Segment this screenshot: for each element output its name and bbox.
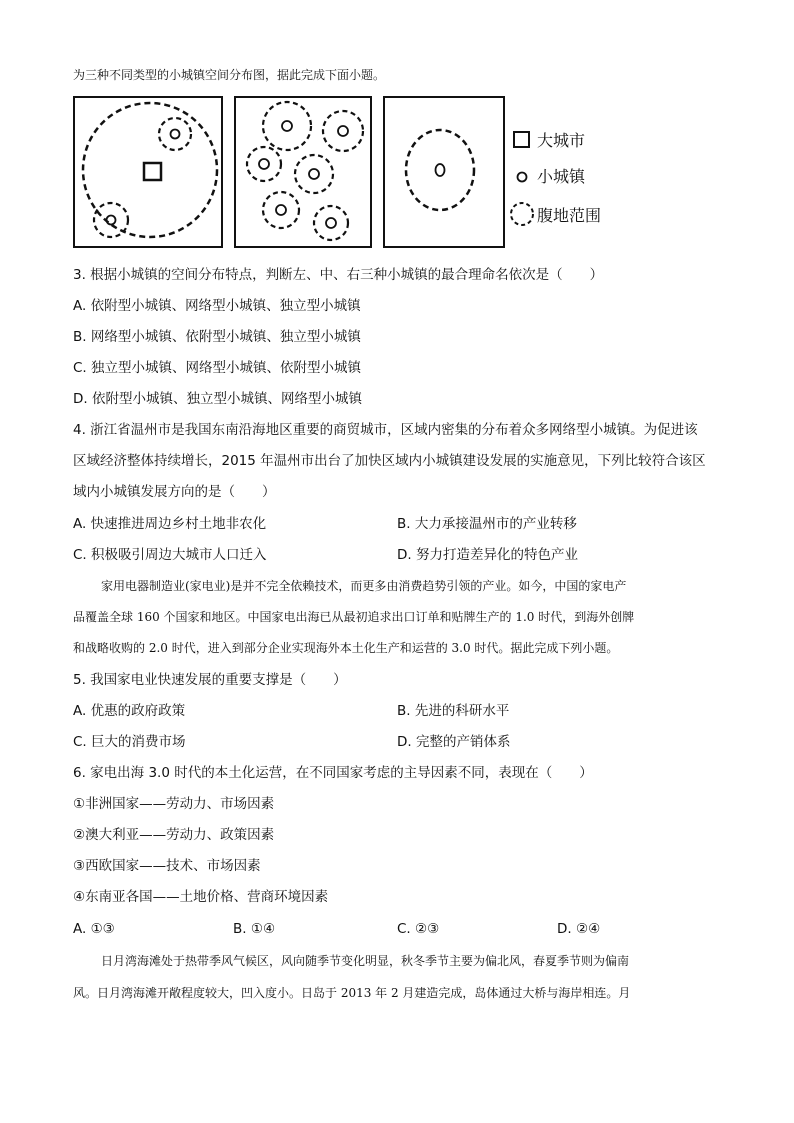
passage2-line3: 和战略收购的 2.0 时代，进入到部分企业实现海外本土化生产和运营的 3.0 时代。据此完成下列小题。	[73, 641, 619, 655]
intro-text: 为三种不同类型的小城镇空间分布图，据此完成下面小题。	[73, 68, 386, 82]
q5-option-c: C. 巨大的消费市场	[73, 734, 186, 750]
passage2-line1: 家用电器制造业(家电业)是并不完全依赖技术，而更多由消费趋势引领的产业。如今，中国的家电产	[101, 579, 627, 593]
q4-option-d: D. 努力打造差异化的特色产业	[397, 547, 578, 563]
q6-option-d: D. ②④	[557, 921, 601, 937]
big-city-symbol	[144, 163, 161, 180]
q3-option-b: B. 网络型小城镇、依附型小城镇、独立型小城镇	[73, 329, 361, 345]
legend-big-city-symbol	[514, 132, 529, 147]
legend-hinterland-label: 腹地范围	[537, 206, 602, 225]
legend-small-town-symbol	[518, 173, 527, 182]
q6-stem: 6. 家电出海 3.0 时代的本土化运营，在不同国家考虑的主导因素不同，表现在（ ）	[73, 765, 593, 781]
q5-option-d: D. 完整的产销体系	[397, 734, 511, 750]
q5-option-b: B. 先进的科研水平	[397, 703, 510, 719]
passage3-line2: 风。日月湾海滩开敞程度较大，凹入度小。日岛于 2013 年 2 月建造完成，岛体通过大桥与海岸相连。月	[73, 986, 631, 1000]
q6-item-2: ②澳大利亚——劳动力、政策因素	[73, 827, 275, 843]
q4-stem-line3: 域内小城镇发展方向的是（ ）	[73, 484, 276, 500]
q3-option-c: C. 独立型小城镇、网络型小城镇、依附型小城镇	[73, 360, 362, 376]
q4-stem-line1: 4. 浙江省温州市是我国东南沿海地区重要的商贸城市，区域内密集的分布着众多网络型小城镇。为促进该	[73, 422, 698, 438]
q6-item-4: ④东南亚各国——土地价格、营商环境因素	[73, 889, 329, 905]
q6-option-a: A. ①③	[73, 921, 115, 937]
q4-option-b: B. 大力承接温州市的产业转移	[397, 516, 577, 532]
q4-stem-line2: 区域经济整体持续增长，2015 年温州市出台了加快区域内小城镇建设发展的实施意见，下列比较符合该区	[73, 453, 706, 469]
q4-option-c: C. 积极吸引周边大城市人口迁入	[73, 547, 267, 563]
q5-option-a: A. 优惠的政府政策	[73, 703, 186, 719]
q3-stem: 3. 根据小城镇的空间分布特点，判断左、中、右三种小城镇的最合理命名依次是（ ）	[73, 267, 604, 283]
passage3-line1: 日月湾海滩处于热带季风气候区，风向随季节变化明显，秋冬季节主要为偏北风，春夏季节则为偏南	[101, 954, 630, 968]
town-distribution-figure	[73, 95, 633, 253]
middle-panel	[235, 97, 371, 247]
legend-small-town-label: 小城镇	[537, 167, 586, 186]
q5-stem: 5. 我国家电业快速发展的重要支撑是（ ）	[73, 672, 347, 688]
q6-option-c: C. ②③	[397, 921, 440, 937]
q6-item-1: ①非洲国家——劳动力、市场因素	[73, 796, 275, 812]
left-panel	[74, 97, 222, 247]
legend-hinterland-symbol	[511, 203, 533, 225]
q4-option-a: A. 快速推进周边乡村土地非农化	[73, 516, 267, 532]
q3-option-a: A. 依附型小城镇、网络型小城镇、独立型小城镇	[73, 298, 361, 314]
legend-big-city-label: 大城市	[537, 131, 586, 150]
q6-option-b: B. ①④	[233, 921, 276, 937]
q6-item-3: ③西欧国家——技术、市场因素	[73, 858, 261, 874]
q3-option-d: D. 依附型小城镇、独立型小城镇、网络型小城镇	[73, 391, 362, 407]
passage2-line2: 品覆盖全球 160 个国家和地区。中国家电出海已从最初追求出口订单和贴牌生产的 1.0 时代，到海外创牌	[73, 610, 635, 624]
